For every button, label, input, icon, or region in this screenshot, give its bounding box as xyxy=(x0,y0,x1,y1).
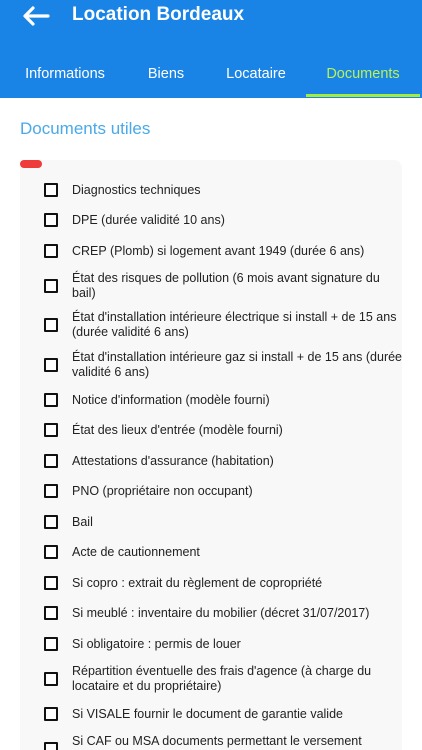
document-label: État des risques de pollution (6 mois avant signature du bail) xyxy=(72,271,380,300)
document-label: Attestations d'assurance (habitation) xyxy=(72,453,274,468)
document-checkbox[interactable] xyxy=(44,742,58,750)
document-label: Notice d'information (modèle fourni) xyxy=(72,392,270,407)
section-title: Documents utiles xyxy=(20,119,151,138)
page-title: Location Bordeaux xyxy=(72,4,245,25)
document-label: État des lieux d'entrée (modèle fourni) xyxy=(72,422,283,437)
document-checkbox[interactable] xyxy=(44,183,58,197)
document-label: PNO (propriétaire non occupant) xyxy=(72,483,253,498)
document-checkbox[interactable] xyxy=(44,393,58,407)
document-label: État d'installation intérieure gaz si install + de 15 ans (durée validité 6 ans) xyxy=(72,350,403,379)
arrow-left-icon[interactable] xyxy=(22,6,50,26)
active-tab-indicator xyxy=(306,94,420,97)
document-checkbox[interactable] xyxy=(44,213,58,227)
document-label: Si CAF ou MSA documents permettant le versement xyxy=(72,734,362,748)
document-label: Si VISALE fournir le document de garantie valide xyxy=(72,706,343,721)
document-checkbox[interactable] xyxy=(44,423,58,437)
document-label: Si meublé : inventaire du mobilier (décret 31/07/2017) xyxy=(72,605,370,620)
document-label: Diagnostics techniques xyxy=(72,182,201,197)
document-checkbox[interactable] xyxy=(44,606,58,620)
document-checkbox[interactable] xyxy=(44,454,58,468)
document-label: Si obligatoire : permis de louer xyxy=(72,636,241,651)
tab-informations[interactable]: Informations xyxy=(25,66,105,82)
tab-locataire[interactable]: Locataire xyxy=(226,66,286,82)
document-label: État d'installation intérieure électrique si install + de 15 ans (durée validité 6 ans) xyxy=(72,310,397,339)
document-checkbox[interactable] xyxy=(44,484,58,498)
status-indicator xyxy=(20,160,42,168)
document-checkbox[interactable] xyxy=(44,279,58,293)
document-checkbox[interactable] xyxy=(44,318,58,332)
document-label: Si copro : extrait du règlement de copropriété xyxy=(72,575,323,590)
document-checkbox[interactable] xyxy=(44,576,58,590)
document-label: Bail xyxy=(72,514,93,529)
document-checkbox[interactable] xyxy=(44,637,58,651)
app-bar xyxy=(0,0,422,98)
document-checkbox[interactable] xyxy=(44,545,58,559)
document-checkbox[interactable] xyxy=(44,515,58,529)
document-checkbox[interactable] xyxy=(44,358,58,372)
document-label: Répartition éventuelle des frais d'agence (à charge du locataire et du propriétaire) xyxy=(72,664,372,693)
tab-bar xyxy=(0,56,422,98)
document-checkbox[interactable] xyxy=(44,707,58,721)
document-label: DPE (durée validité 10 ans) xyxy=(72,212,225,227)
document-label: CREP (Plomb) si logement avant 1949 (durée 6 ans) xyxy=(72,243,365,258)
document-checkbox[interactable] xyxy=(44,672,58,686)
document-checkbox[interactable] xyxy=(44,244,58,258)
document-label: Acte de cautionnement xyxy=(72,544,200,559)
tab-biens[interactable]: Biens xyxy=(147,66,185,82)
tab-documents[interactable]: Documents xyxy=(326,66,400,82)
